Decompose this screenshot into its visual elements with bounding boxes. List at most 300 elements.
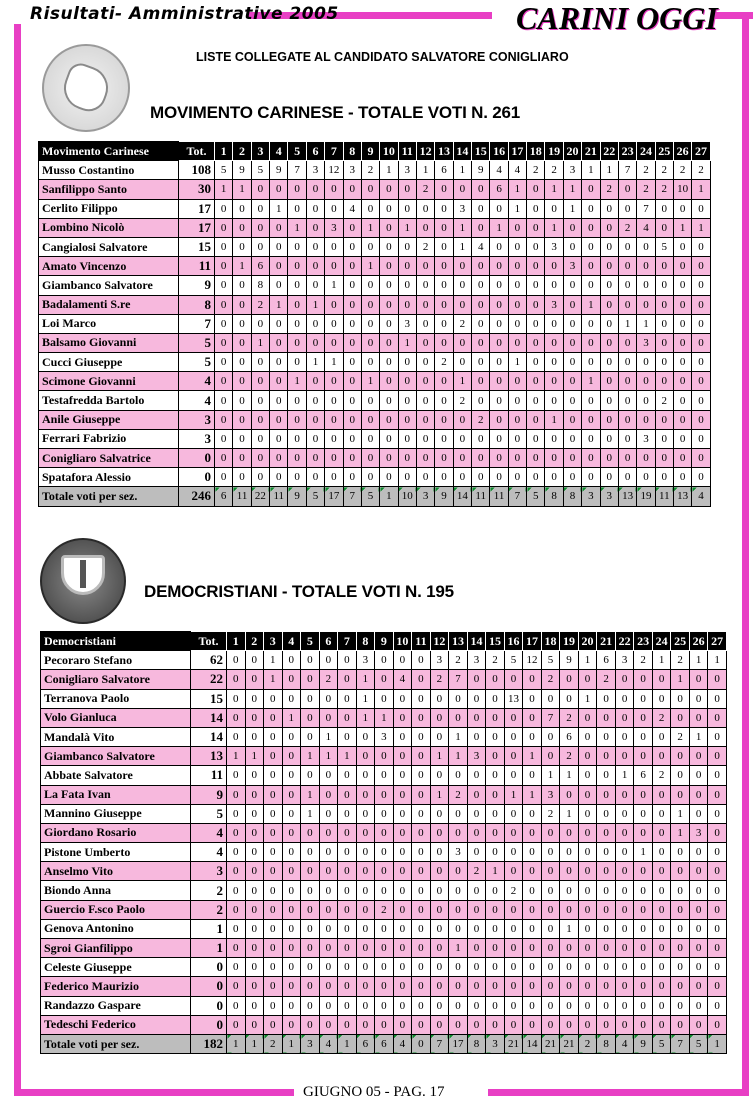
section-vote-cell: 1 (306, 295, 324, 314)
section-vote-cell: 0 (637, 353, 655, 372)
section-vote-cell: 0 (301, 881, 320, 900)
section-vote-cell: 0 (343, 237, 361, 256)
candidate-name: Genova Antonino (41, 919, 191, 938)
section-total-cell: 3 (582, 487, 600, 506)
section-vote-cell: 0 (541, 881, 560, 900)
section-vote-cell: 0 (618, 410, 636, 429)
section-vote-cell: 0 (578, 747, 597, 766)
section-vote-cell: 0 (486, 689, 505, 708)
section-vote-cell: 0 (634, 996, 653, 1015)
section-vote-cell: 0 (708, 670, 727, 689)
section-vote-cell: 1 (671, 804, 690, 823)
section-vote-cell: 0 (338, 939, 357, 958)
section-vote-cell: 0 (338, 785, 357, 804)
section-vote-cell: 0 (227, 919, 246, 938)
section-vote-cell: 0 (361, 180, 379, 199)
section-vote-cell: 0 (692, 199, 710, 218)
section-vote-cell: 0 (618, 237, 636, 256)
section-vote-cell: 0 (282, 958, 301, 977)
section-vote-cell: 0 (472, 429, 490, 448)
section-vote-cell: 0 (325, 314, 343, 333)
section-vote-cell: 0 (563, 314, 581, 333)
section-vote-cell: 1 (508, 353, 526, 372)
section-vote-cell: 0 (563, 353, 581, 372)
section-vote-cell: 0 (245, 996, 264, 1015)
section-vote-cell: 0 (319, 939, 338, 958)
section-vote-cell: 0 (343, 410, 361, 429)
section-vote-cell: 0 (467, 900, 486, 919)
section-vote-cell: 0 (338, 900, 357, 919)
section-vote-cell: 0 (398, 468, 416, 487)
section-vote-cell: 0 (227, 843, 246, 862)
section-vote-cell: 0 (435, 391, 453, 410)
section-total-cell: 5 (306, 487, 324, 506)
section-vote-cell: 5 (655, 237, 673, 256)
section-vote-cell: 0 (264, 708, 283, 727)
section-vote-cell: 0 (361, 295, 379, 314)
section-vote-cell: 0 (490, 276, 508, 295)
section-vote-cell: 5 (251, 161, 269, 180)
section-vote-cell: 0 (233, 449, 251, 468)
section-vote-cell: 0 (319, 862, 338, 881)
section-vote-cell: 0 (578, 881, 597, 900)
section-vote-cell: 0 (597, 727, 616, 746)
section-vote-cell: 0 (597, 747, 616, 766)
section-vote-cell: 0 (393, 881, 412, 900)
candidate-total: 4 (191, 823, 227, 842)
section-vote-cell: 0 (673, 276, 691, 295)
section-vote-cell: 0 (637, 372, 655, 391)
section-vote-cell: 0 (282, 785, 301, 804)
section-vote-cell: 0 (527, 449, 545, 468)
candidate-total: 9 (191, 785, 227, 804)
section-vote-cell: 2 (361, 161, 379, 180)
section-vote-cell: 0 (343, 372, 361, 391)
section-vote-cell: 0 (708, 996, 727, 1015)
section-vote-cell: 0 (282, 727, 301, 746)
section-vote-cell: 0 (215, 295, 233, 314)
section-vote-cell: 0 (375, 977, 394, 996)
section-vote-cell: 0 (615, 708, 634, 727)
section-vote-cell: 3 (306, 161, 324, 180)
section-vote-cell: 0 (615, 804, 634, 823)
section-vote-cell: 0 (615, 996, 634, 1015)
section-vote-cell: 1 (361, 218, 379, 237)
section-vote-cell: 0 (578, 804, 597, 823)
section-vote-cell: 0 (301, 919, 320, 938)
section-vote-cell: 0 (486, 804, 505, 823)
section-vote-cell: 0 (288, 314, 306, 333)
candidate-name: Mannino Giuseppe (41, 804, 191, 823)
section-vote-cell: 0 (689, 766, 708, 785)
section-vote-cell: 0 (288, 257, 306, 276)
section-vote-cell: 0 (578, 996, 597, 1015)
section-vote-cell: 0 (486, 766, 505, 785)
section-vote-cell: 0 (264, 747, 283, 766)
section-vote-cell: 0 (578, 958, 597, 977)
section-total-cell: 7 (671, 1034, 690, 1053)
section-vote-cell: 0 (416, 449, 434, 468)
table-row (41, 843, 727, 862)
table-row (41, 747, 727, 766)
section-vote-cell: 9 (472, 161, 490, 180)
section-vote-cell: 0 (233, 199, 251, 218)
table-row (41, 766, 727, 785)
section-vote-cell: 0 (671, 843, 690, 862)
section-column-header: 27 (708, 632, 727, 651)
section-vote-cell: 0 (582, 257, 600, 276)
section-vote-cell: 1 (449, 727, 468, 746)
section-vote-cell: 0 (430, 939, 449, 958)
section-column-header: 15 (472, 142, 490, 161)
section-vote-cell: 0 (430, 996, 449, 1015)
section-total-cell: 1 (380, 487, 398, 506)
section-vote-cell: 0 (301, 651, 320, 670)
section-total-cell: 9 (634, 1034, 653, 1053)
section-vote-cell: 0 (393, 919, 412, 938)
section-vote-cell: 0 (282, 651, 301, 670)
section-vote-cell: 1 (486, 862, 505, 881)
section-vote-cell: 0 (453, 410, 471, 429)
section-vote-cell: 0 (541, 958, 560, 977)
section-vote-cell: 0 (541, 919, 560, 938)
candidate-name: Sgroi Gianfilippo (41, 939, 191, 958)
section-vote-cell: 0 (615, 881, 634, 900)
section-vote-cell: 0 (251, 410, 269, 429)
section-vote-cell: 0 (673, 449, 691, 468)
section-vote-cell: 0 (582, 218, 600, 237)
section-total-cell: 3 (600, 487, 618, 506)
section-vote-cell: 9 (270, 161, 288, 180)
section-vote-cell: 0 (227, 862, 246, 881)
section-vote-cell: 3 (563, 161, 581, 180)
section-vote-cell: 0 (245, 727, 264, 746)
section-vote-cell: 0 (618, 468, 636, 487)
section-vote-cell: 0 (508, 333, 526, 352)
table-row (41, 996, 727, 1015)
section-vote-cell: 0 (453, 276, 471, 295)
section-vote-cell: 0 (338, 1015, 357, 1034)
candidate-name: Scimone Giovanni (39, 372, 179, 391)
section-vote-cell: 0 (692, 295, 710, 314)
section-total-cell: 4 (692, 487, 710, 506)
section-column-header: 22 (615, 632, 634, 651)
page-subtitle: LISTE COLLEGATE AL CANDIDATO SALVATORE CONIGLIARO (196, 50, 569, 64)
table-row (39, 295, 711, 314)
section-vote-cell: 3 (467, 747, 486, 766)
section-vote-cell: 0 (338, 958, 357, 977)
table-row (39, 372, 711, 391)
section-vote-cell: 0 (412, 727, 431, 746)
section-vote-cell: 1 (356, 670, 375, 689)
section-vote-cell: 7 (541, 708, 560, 727)
section-vote-cell: 0 (671, 766, 690, 785)
section-vote-cell: 0 (356, 785, 375, 804)
candidate-name: Terranova Paolo (41, 689, 191, 708)
section-column-header: 16 (490, 142, 508, 161)
section-vote-cell: 0 (416, 333, 434, 352)
section-column-header: 17 (523, 632, 542, 651)
section-vote-cell: 0 (449, 996, 468, 1015)
section-vote-cell: 2 (618, 218, 636, 237)
section-vote-cell: 0 (689, 689, 708, 708)
section-vote-cell: 1 (453, 237, 471, 256)
section-total-cell: 13 (673, 487, 691, 506)
section-vote-cell: 3 (343, 161, 361, 180)
section-vote-cell: 0 (527, 276, 545, 295)
section-vote-cell: 0 (578, 939, 597, 958)
shield-cross-icon (61, 555, 105, 595)
table-row (39, 333, 711, 352)
candidate-total: 30 (179, 180, 215, 199)
section-column-header: 23 (634, 632, 653, 651)
section-vote-cell: 0 (486, 977, 505, 996)
section-vote-cell: 2 (673, 161, 691, 180)
section-vote-cell: 0 (435, 333, 453, 352)
section-vote-cell: 0 (270, 372, 288, 391)
section-vote-cell: 2 (430, 670, 449, 689)
candidate-name: Biondo Anna (41, 881, 191, 900)
section-vote-cell: 0 (393, 651, 412, 670)
section-vote-cell: 0 (338, 804, 357, 823)
section-vote-cell: 0 (634, 862, 653, 881)
candidate-total: 5 (191, 804, 227, 823)
section-total-cell: 14 (523, 1034, 542, 1053)
section-vote-cell: 2 (453, 314, 471, 333)
section-vote-cell: 0 (393, 747, 412, 766)
section-vote-cell: 0 (416, 314, 434, 333)
section-vote-cell: 0 (563, 391, 581, 410)
section-vote-cell: 0 (233, 353, 251, 372)
section-column-header: 3 (264, 632, 283, 651)
section-vote-cell: 0 (325, 410, 343, 429)
section-vote-cell: 0 (435, 276, 453, 295)
candidate-name: Guercio F.sco Paolo (41, 900, 191, 919)
section-vote-cell: 0 (301, 900, 320, 919)
section-vote-cell: 0 (319, 785, 338, 804)
section-vote-cell: 0 (490, 314, 508, 333)
section-vote-cell: 0 (270, 468, 288, 487)
section-vote-cell: 0 (215, 199, 233, 218)
section-total-cell: 0 (412, 1034, 431, 1053)
section-vote-cell: 0 (343, 429, 361, 448)
section-vote-cell: 0 (356, 881, 375, 900)
section-vote-cell: 0 (245, 785, 264, 804)
section-vote-cell: 1 (671, 670, 690, 689)
section-vote-cell: 0 (504, 747, 523, 766)
section-vote-cell: 0 (393, 823, 412, 842)
section-vote-cell: 0 (634, 804, 653, 823)
section-vote-cell: 0 (563, 429, 581, 448)
section-vote-cell: 0 (301, 977, 320, 996)
section-vote-cell: 0 (380, 276, 398, 295)
section-vote-cell: 2 (504, 881, 523, 900)
section-vote-cell: 0 (227, 958, 246, 977)
candidate-total: 0 (179, 468, 215, 487)
section-vote-cell: 0 (412, 862, 431, 881)
section-vote-cell: 0 (264, 996, 283, 1015)
total-header: Tot. (179, 142, 215, 161)
section-vote-cell: 0 (563, 372, 581, 391)
section-vote-cell: 0 (449, 1015, 468, 1034)
section-vote-cell: 0 (251, 391, 269, 410)
section-total-cell: 1 (282, 1034, 301, 1053)
section-vote-cell: 0 (523, 689, 542, 708)
section-vote-cell: 0 (270, 276, 288, 295)
section-column-header: 2 (233, 142, 251, 161)
candidate-name: Anile Giuseppe (39, 410, 179, 429)
section-vote-cell: 0 (560, 785, 579, 804)
section-vote-cell: 0 (490, 353, 508, 372)
section-vote-cell: 0 (597, 862, 616, 881)
section-vote-cell: 0 (227, 823, 246, 842)
section-vote-cell: 0 (486, 881, 505, 900)
section-vote-cell: 0 (655, 295, 673, 314)
section-vote-cell: 0 (600, 314, 618, 333)
section-vote-cell: 0 (541, 996, 560, 1015)
section-vote-cell: 0 (582, 410, 600, 429)
section-vote-cell: 0 (233, 237, 251, 256)
section-vote-cell: 0 (578, 977, 597, 996)
section-vote-cell: 0 (412, 1015, 431, 1034)
section-vote-cell: 0 (637, 391, 655, 410)
section-vote-cell: 0 (472, 314, 490, 333)
section-vote-cell: 0 (430, 843, 449, 862)
table-row (41, 862, 727, 881)
section-vote-cell: 0 (541, 1015, 560, 1034)
candidate-name: Pecoraro Stefano (41, 651, 191, 670)
section-vote-cell: 0 (245, 843, 264, 862)
section-vote-cell: 0 (375, 785, 394, 804)
section-vote-cell: 0 (634, 708, 653, 727)
section-vote-cell: 0 (245, 651, 264, 670)
section-vote-cell: 0 (578, 843, 597, 862)
section-column-header: 4 (282, 632, 301, 651)
section-vote-cell: 0 (634, 881, 653, 900)
section-vote-cell: 0 (375, 843, 394, 862)
section-vote-cell: 2 (449, 785, 468, 804)
section-vote-cell: 0 (655, 333, 673, 352)
section-vote-cell: 0 (671, 747, 690, 766)
section-vote-cell: 0 (251, 353, 269, 372)
section-vote-cell: 0 (652, 862, 671, 881)
section-vote-cell: 0 (380, 199, 398, 218)
section-vote-cell: 0 (306, 257, 324, 276)
section-column-header: 9 (375, 632, 394, 651)
candidate-total: 2 (191, 881, 227, 900)
section-vote-cell: 0 (233, 372, 251, 391)
section-vote-cell: 0 (600, 218, 618, 237)
section-vote-cell: 0 (325, 429, 343, 448)
candidate-total: 0 (191, 996, 227, 1015)
section-vote-cell: 1 (319, 727, 338, 746)
section-vote-cell: 0 (301, 823, 320, 842)
section-vote-cell: 0 (264, 843, 283, 862)
section-vote-cell: 0 (435, 237, 453, 256)
section-vote-cell: 0 (343, 276, 361, 295)
section-vote-cell: 1 (671, 823, 690, 842)
votes-table-democristiani (40, 631, 727, 1054)
candidate-total: 3 (191, 862, 227, 881)
section-vote-cell: 0 (545, 333, 563, 352)
section-vote-cell: 3 (453, 199, 471, 218)
section-vote-cell: 0 (245, 919, 264, 938)
section-vote-cell: 0 (600, 257, 618, 276)
section-vote-cell: 4 (472, 237, 490, 256)
section-total-cell: 8 (563, 487, 581, 506)
section-vote-cell: 0 (380, 333, 398, 352)
section-vote-cell: 0 (578, 785, 597, 804)
table-row (41, 823, 727, 842)
section-vote-cell: 2 (416, 180, 434, 199)
section-total-cell: 13 (618, 487, 636, 506)
section-vote-cell: 0 (545, 391, 563, 410)
section-vote-cell: 0 (306, 410, 324, 429)
section-vote-cell: 0 (523, 919, 542, 938)
section-vote-cell: 0 (504, 958, 523, 977)
section-vote-cell: 0 (233, 295, 251, 314)
section-vote-cell: 0 (412, 689, 431, 708)
section-vote-cell: 0 (655, 429, 673, 448)
section-vote-cell: 9 (233, 161, 251, 180)
table-row (39, 180, 711, 199)
section-vote-cell: 0 (689, 708, 708, 727)
section-vote-cell: 0 (356, 862, 375, 881)
section-vote-cell: 0 (527, 410, 545, 429)
section-column-header: 20 (563, 142, 581, 161)
candidate-total: 108 (179, 161, 215, 180)
section-vote-cell: 0 (233, 410, 251, 429)
section-vote-cell: 0 (361, 314, 379, 333)
section-vote-cell: 0 (319, 919, 338, 938)
section-vote-cell: 0 (467, 785, 486, 804)
candidate-total: 15 (191, 689, 227, 708)
section-vote-cell: 1 (356, 689, 375, 708)
section-vote-cell: 0 (486, 747, 505, 766)
section-vote-cell: 0 (375, 958, 394, 977)
section-vote-cell: 0 (215, 372, 233, 391)
section-vote-cell: 0 (282, 804, 301, 823)
section-vote-cell: 0 (615, 862, 634, 881)
section-vote-cell: 0 (615, 670, 634, 689)
section-vote-cell: 2 (671, 727, 690, 746)
section-vote-cell: 1 (578, 651, 597, 670)
section-vote-cell: 0 (301, 708, 320, 727)
section-vote-cell: 0 (504, 900, 523, 919)
table-row (39, 218, 711, 237)
section-vote-cell: 0 (527, 429, 545, 448)
section-vote-cell: 0 (708, 708, 727, 727)
candidate-name: Conigliaro Salvatore (41, 670, 191, 689)
section-vote-cell: 0 (692, 468, 710, 487)
section-vote-cell: 0 (541, 823, 560, 842)
section-vote-cell: 0 (582, 199, 600, 218)
section-vote-cell: 0 (288, 449, 306, 468)
candidate-name: Conigliaro Salvatrice (39, 449, 179, 468)
section-vote-cell: 0 (486, 900, 505, 919)
section-column-header: 24 (637, 142, 655, 161)
section-vote-cell: 0 (356, 977, 375, 996)
section-vote-cell: 0 (615, 727, 634, 746)
section-vote-cell: 0 (375, 881, 394, 900)
section-vote-cell: 0 (449, 689, 468, 708)
section-vote-cell: 0 (361, 410, 379, 429)
section-vote-cell: 7 (637, 199, 655, 218)
section-vote-cell: 0 (490, 199, 508, 218)
section-vote-cell: 0 (393, 804, 412, 823)
section-vote-cell: 0 (486, 670, 505, 689)
section-total-cell: 5 (652, 1034, 671, 1053)
